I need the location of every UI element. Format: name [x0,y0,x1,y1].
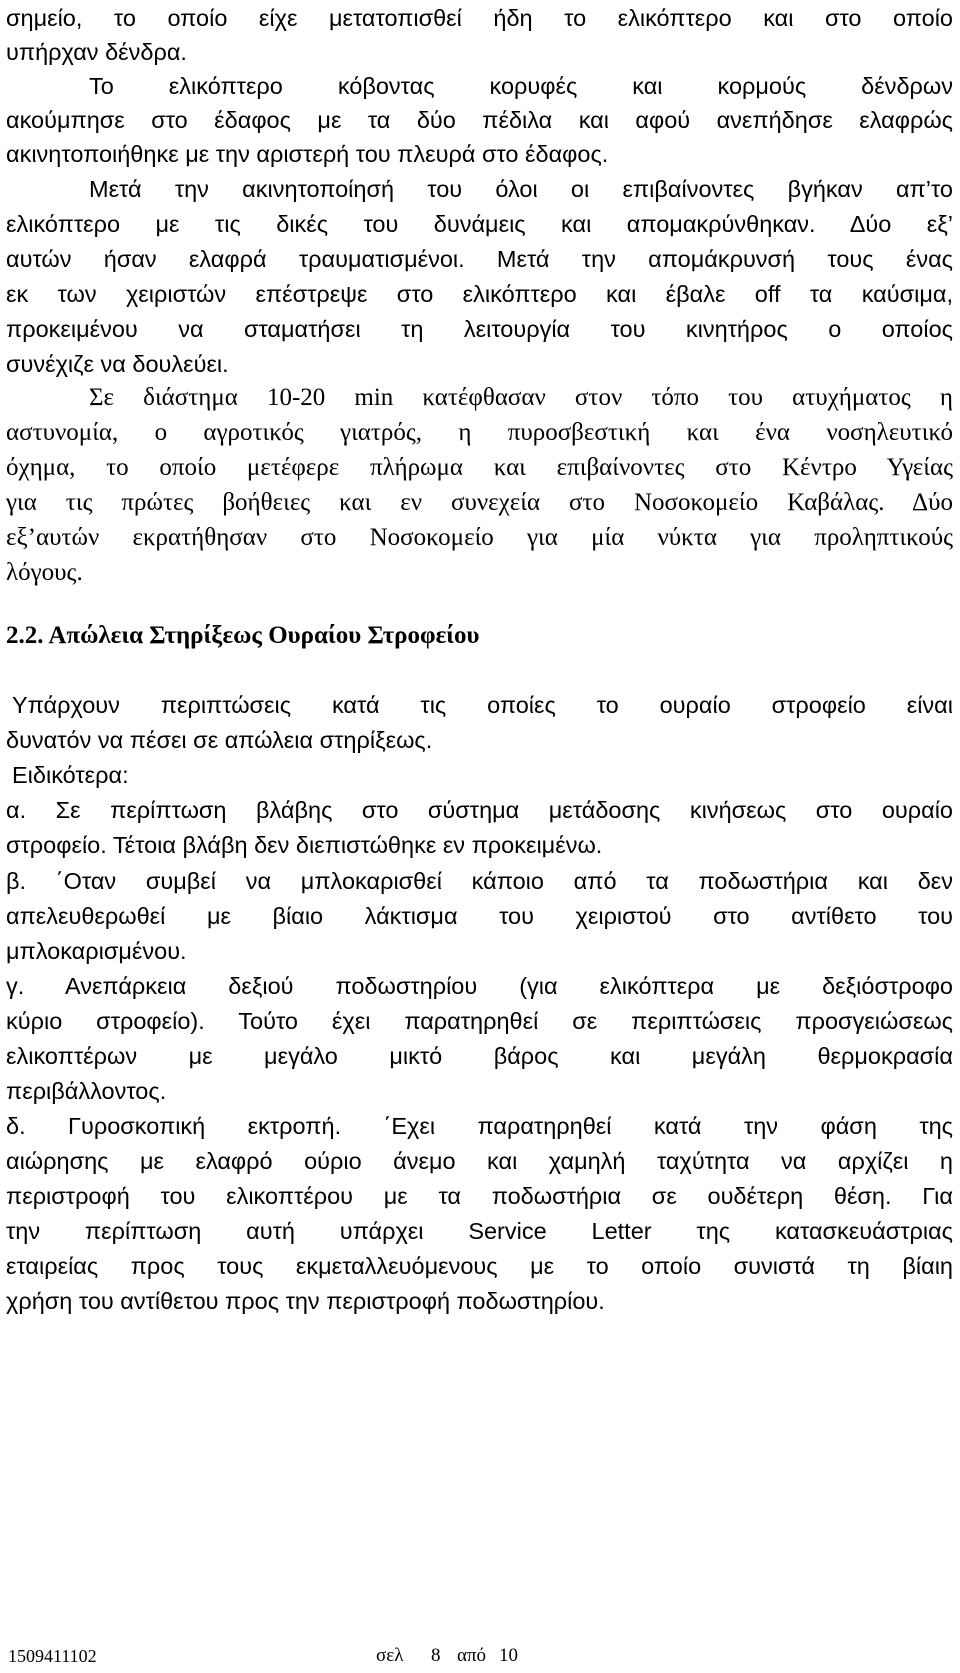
list-item-line: περιστροφή του ελικοπτέρου με τα ποδωστήρια σε ουδέτερη θέση. Για [6,1183,953,1209]
list-item-line: β. ΄Οταν συμβεί να μπλοκαρισθεί κάποιο από τα ποδωστήρια και δεν [6,868,953,894]
text-line: λόγους. [6,559,83,586]
text-line: προκειμένου να σταματήσει τη λειτουργία του κινητήρος ο οποίος [6,316,953,342]
text-line: Το ελικόπτερο κόβοντας κορυφές και κορμούς δένδρων [89,73,953,99]
text-line: ακινητοποιήθηκε με την αριστερή του πλευρά στο έδαφος. [6,141,609,167]
footer-page-label: σελ [376,1645,404,1666]
list-item-line: περιβάλλοντος. [6,1078,167,1104]
text-line: Μετά την ακινητοποίησή του όλοι οι επιβαίνοντες βγήκαν απ’το [89,176,953,202]
list-item-line: απελευθερωθεί με βίαιο λάκτισμα του χειριστού στο αντίθετο του [6,903,953,929]
list-item-line: δ. Γυροσκοπική εκτροπή. ΄Εχει παρατηρηθεί κατά την φάση της [6,1113,953,1139]
text-line: Σε διάστημα 10-20 min κατέφθασαν στον τόπο του ατυχήματος η [89,384,953,411]
text-line: εκ των χειριστών επέστρεψε στο ελικόπτερο και έβαλε off τα καύσιμα, [6,281,953,307]
list-item-line: ελικοπτέρων με μεγάλο μικτό βάρος και μεγάλη θερμοκρασία [6,1043,953,1069]
text-line: υπήρχαν δένδρα. [6,39,187,65]
list-item-line: γ. Ανεπάρκεια δεξιού ποδωστηρίου (για ελικόπτερα με δεξιόστροφο [6,973,953,999]
list-item-line: εταιρείας προς τους εκμεταλλευόμενους με το οποίο συνιστά τη βίαιη [6,1253,953,1279]
footer-total-pages: 10 [499,1645,518,1666]
list-item-line: μπλοκαρισμένου. [6,938,187,964]
list-item-line: α. Σε περίπτωση βλάβης στο σύστημα μετάδοσης κινήσεως στο ουραίο [6,797,953,823]
list-item-line: κύριο στροφείο). Τούτο έχει παρατηρηθεί σε περιπτώσεις προσγειώσεως [6,1008,953,1034]
text-line: αστυνομία, ο αγροτικός γιατρός, η πυροσβεστική και ένα νοσηλευτικό [6,419,953,446]
text-line: εξ’αυτών εκρατήθησαν στο Νοσοκομείο για μία νύκτα για προληπτικούς [6,524,953,551]
text-line: ελικόπτερο με τις δικές του δυνάμεις και απομακρύνθηκαν. Δύο εξ’ [6,211,953,237]
text-line: Ειδικότερα: [12,762,129,788]
text-line: αυτών ήσαν ελαφρά τραυματισμένοι. Μετά την απομάκρυνσή τους ένας [6,246,953,272]
text-line: συνέχιζε να δουλεύει. [6,351,229,377]
footer-page-number: 8 [431,1645,441,1666]
text-line: Υπάρχουν περιπτώσεις κατά τις οποίες το ουραίο στροφείο είναι [12,692,953,718]
text-line: για τις πρώτες βοήθειες και εν συνεχεία στο Νοσοκομείο Καβάλας. Δύο [6,489,953,516]
text-line: δυνατόν να πέσει σε απώλεια στηρίξεως. [6,727,433,753]
list-item-line: στροφείο. Τέτοια βλάβη δεν διεπιστώθηκε εν προκειμένω. [6,832,603,858]
list-item-line: χρήση του αντίθετου προς την περιστροφή ποδωστηρίου. [6,1288,605,1314]
section-heading: 2.2. Απώλεια Στηρίξεως Ουραίου Στροφείου [6,622,480,649]
list-item-line: την περίπτωση αυτή υπάρχει Service Letter της κατασκευάστριας [6,1218,953,1244]
list-item-line: αιώρησης με ελαφρό ούριο άνεμο και χαμηλή ταχύτητα να αρχίζει η [6,1148,953,1174]
text-line: ακούμπησε στο έδαφος με τα δύο πέδιλα και αφού ανεπήδησε ελαφρώς [6,107,953,133]
text-line: όχημα, το οποίο μετέφερε πλήρωμα και επιβαίνοντες στο Κέντρο Υγείας [6,454,953,481]
footer-doc-id: 1509411102 [8,1646,97,1666]
text-line: σημείο, το οποίο είχε μετατοπισθεί ήδη το ελικόπτερο και στο οποίο [6,5,953,31]
footer-of-label: από [457,1645,487,1666]
